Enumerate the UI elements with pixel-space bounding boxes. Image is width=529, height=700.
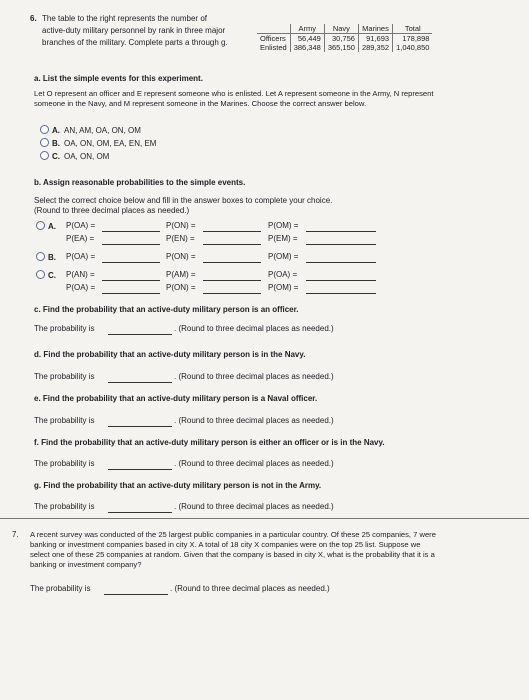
radio-button[interactable] — [40, 138, 49, 147]
option-letter: A. — [48, 222, 56, 231]
answer-blank[interactable] — [203, 253, 261, 263]
part-e-answer-hint: . (Round to three decimal places as needed.) — [174, 416, 334, 425]
answer-blank[interactable] — [102, 271, 160, 281]
part-f-answer-blank[interactable] — [108, 460, 172, 470]
question-6-intro-1: The table to the right represents the number of — [42, 14, 207, 23]
prob-label: P(AM) = — [166, 270, 196, 279]
question-6-intro-3: branches of the military. Complete parts a through g. — [42, 38, 228, 47]
answer-blank[interactable] — [102, 284, 160, 294]
prob-label: P(AN) = — [66, 270, 95, 279]
radio-button[interactable] — [36, 221, 45, 230]
prob-label: P(OA) = — [66, 221, 96, 230]
table-corner — [257, 24, 290, 34]
military-personnel-table — [257, 24, 432, 52]
prob-label: P(EN) = — [166, 234, 195, 243]
part-e-heading: e. Find the probability that an active-duty military person is a Naval officer. — [34, 394, 318, 403]
column-header: Total — [393, 24, 433, 34]
part-e-answer-prefix: The probability is — [34, 416, 95, 425]
answer-blank[interactable] — [102, 222, 160, 232]
question-7-answer-blank[interactable] — [104, 585, 168, 595]
prob-label: P(OM) = — [268, 221, 299, 230]
part-c-answer-prefix: The probability is — [34, 324, 95, 333]
question-7-line-2: banking or investment companies based in city X. A total of 18 city X companies were on the top 25 list. Suppose we — [30, 540, 421, 549]
table-cell: 91,693 — [358, 34, 392, 44]
part-d-answer-blank[interactable] — [108, 373, 172, 383]
part-c-heading: c. Find the probability that an active-duty military person is an officer. — [34, 305, 299, 314]
answer-blank[interactable] — [306, 253, 376, 263]
question-7-line-3: select one of these 25 companies at random. Given that the company is based in city X, what is the probability that it is a — [30, 550, 435, 559]
question-6-number: 6. — [30, 14, 37, 23]
part-c-answer-blank[interactable] — [108, 325, 172, 335]
prob-label: P(OM) = — [268, 283, 299, 292]
part-b-option-a[interactable] — [36, 221, 60, 232]
part-e-answer-blank[interactable] — [108, 417, 172, 427]
table-row — [257, 34, 432, 44]
column-header: Marines — [358, 24, 392, 34]
option-letter: C. — [52, 152, 60, 161]
part-g-answer-prefix: The probability is — [34, 502, 95, 511]
part-a-heading: a. List the simple events for this experiment. — [34, 74, 203, 83]
answer-blank[interactable] — [203, 235, 261, 245]
part-b-option-c[interactable] — [36, 270, 60, 281]
answer-blank[interactable] — [306, 284, 376, 294]
question-divider — [0, 518, 529, 519]
radio-button[interactable] — [40, 151, 49, 160]
question-7-answer-prefix: The probability is — [30, 584, 91, 593]
part-b-option-b[interactable] — [36, 252, 60, 263]
question-7-answer-hint: . (Round to three decimal places as needed.) — [170, 584, 330, 593]
part-d-answer-hint: . (Round to three decimal places as needed.) — [174, 372, 334, 381]
question-7-line-1: A recent survey was conducted of the 25 largest public companies in a particular country. Of these 25 companies, 7 were — [30, 530, 436, 539]
question-6-intro-2: active-duty military personnel by rank in three major — [42, 26, 226, 35]
question-7-number: 7. — [12, 530, 19, 539]
table-cell: 56,449 — [290, 34, 324, 44]
option-text: OA, ON, OM, EA, EN, EM — [64, 139, 157, 148]
part-a-option-b[interactable] — [40, 138, 156, 149]
prob-label: P(ON) = — [166, 252, 196, 261]
prob-label: P(OM) = — [268, 252, 299, 261]
answer-blank[interactable] — [102, 253, 160, 263]
answer-blank[interactable] — [306, 222, 376, 232]
radio-button[interactable] — [36, 252, 45, 261]
answer-blank[interactable] — [102, 235, 160, 245]
part-a-option-c[interactable] — [40, 151, 109, 162]
part-b-instruction-2: (Round to three decimal places as needed.) — [34, 206, 190, 215]
prob-label: P(OA) = — [66, 252, 96, 261]
option-text: OA, ON, OM — [64, 152, 110, 161]
part-a-description-1: Let O represent an officer and E represent someone who is enlisted. Let A represent someone in the Army, N represent — [34, 89, 434, 98]
table-cell: 1,040,850 — [393, 43, 433, 52]
prob-label: P(OA) = — [66, 283, 96, 292]
part-g-heading: g. Find the probability that an active-duty military person is not in the Army. — [34, 481, 322, 490]
table-cell: 289,352 — [358, 43, 392, 52]
answer-blank[interactable] — [306, 271, 376, 281]
table-header-row — [257, 24, 432, 34]
radio-button[interactable] — [36, 270, 45, 279]
answer-blank[interactable] — [306, 235, 376, 245]
part-c-answer-hint: . (Round to three decimal places as needed.) — [174, 324, 334, 333]
column-header: Navy — [324, 24, 358, 34]
column-header: Army — [290, 24, 324, 34]
answer-blank[interactable] — [203, 284, 261, 294]
prob-label: P(EA) = — [66, 234, 95, 243]
part-d-answer-prefix: The probability is — [34, 372, 95, 381]
table-cell: 386,348 — [290, 43, 324, 52]
prob-label: P(ON) = — [166, 221, 196, 230]
part-f-heading: f. Find the probability that an active-duty military person is either an officer or is in the Navy. — [34, 438, 385, 447]
table-cell: 178,898 — [393, 34, 433, 44]
question-7-line-4: banking or investment company? — [30, 560, 142, 569]
part-f-answer-hint: . (Round to three decimal places as needed.) — [174, 459, 334, 468]
part-d-heading: d. Find the probability that an active-duty military person is in the Navy. — [34, 350, 306, 359]
prob-label: P(EM) = — [268, 234, 298, 243]
part-g-answer-hint: . (Round to three decimal places as needed.) — [174, 502, 334, 511]
prob-label: P(OA) = — [268, 270, 298, 279]
radio-button[interactable] — [40, 125, 49, 134]
part-g-answer-blank[interactable] — [108, 503, 172, 513]
prob-label: P(ON) = — [166, 283, 196, 292]
row-header: Enlisted — [260, 43, 287, 52]
part-f-answer-prefix: The probability is — [34, 459, 95, 468]
table-cell: 365,150 — [324, 43, 358, 52]
option-text: AN, AM, OA, ON, OM — [64, 126, 141, 135]
part-b-instruction-1: Select the correct choice below and fill in the answer boxes to complete your choice. — [34, 196, 333, 205]
option-letter: B. — [52, 139, 60, 148]
part-a-description-2: someone in the Navy, and M represent someone in the Marines. Choose the correct answer below. — [34, 99, 367, 108]
answer-blank[interactable] — [203, 222, 261, 232]
table-row — [257, 43, 432, 52]
part-a-option-a[interactable] — [40, 125, 141, 136]
option-letter: A. — [52, 126, 60, 135]
table-cell: 30,756 — [324, 34, 358, 44]
part-b-heading: b. Assign reasonable probabilities to the simple events. — [34, 178, 246, 187]
option-letter: B. — [48, 253, 56, 262]
answer-blank[interactable] — [203, 271, 261, 281]
row-header: Officers — [260, 34, 286, 43]
option-letter: C. — [48, 271, 56, 280]
